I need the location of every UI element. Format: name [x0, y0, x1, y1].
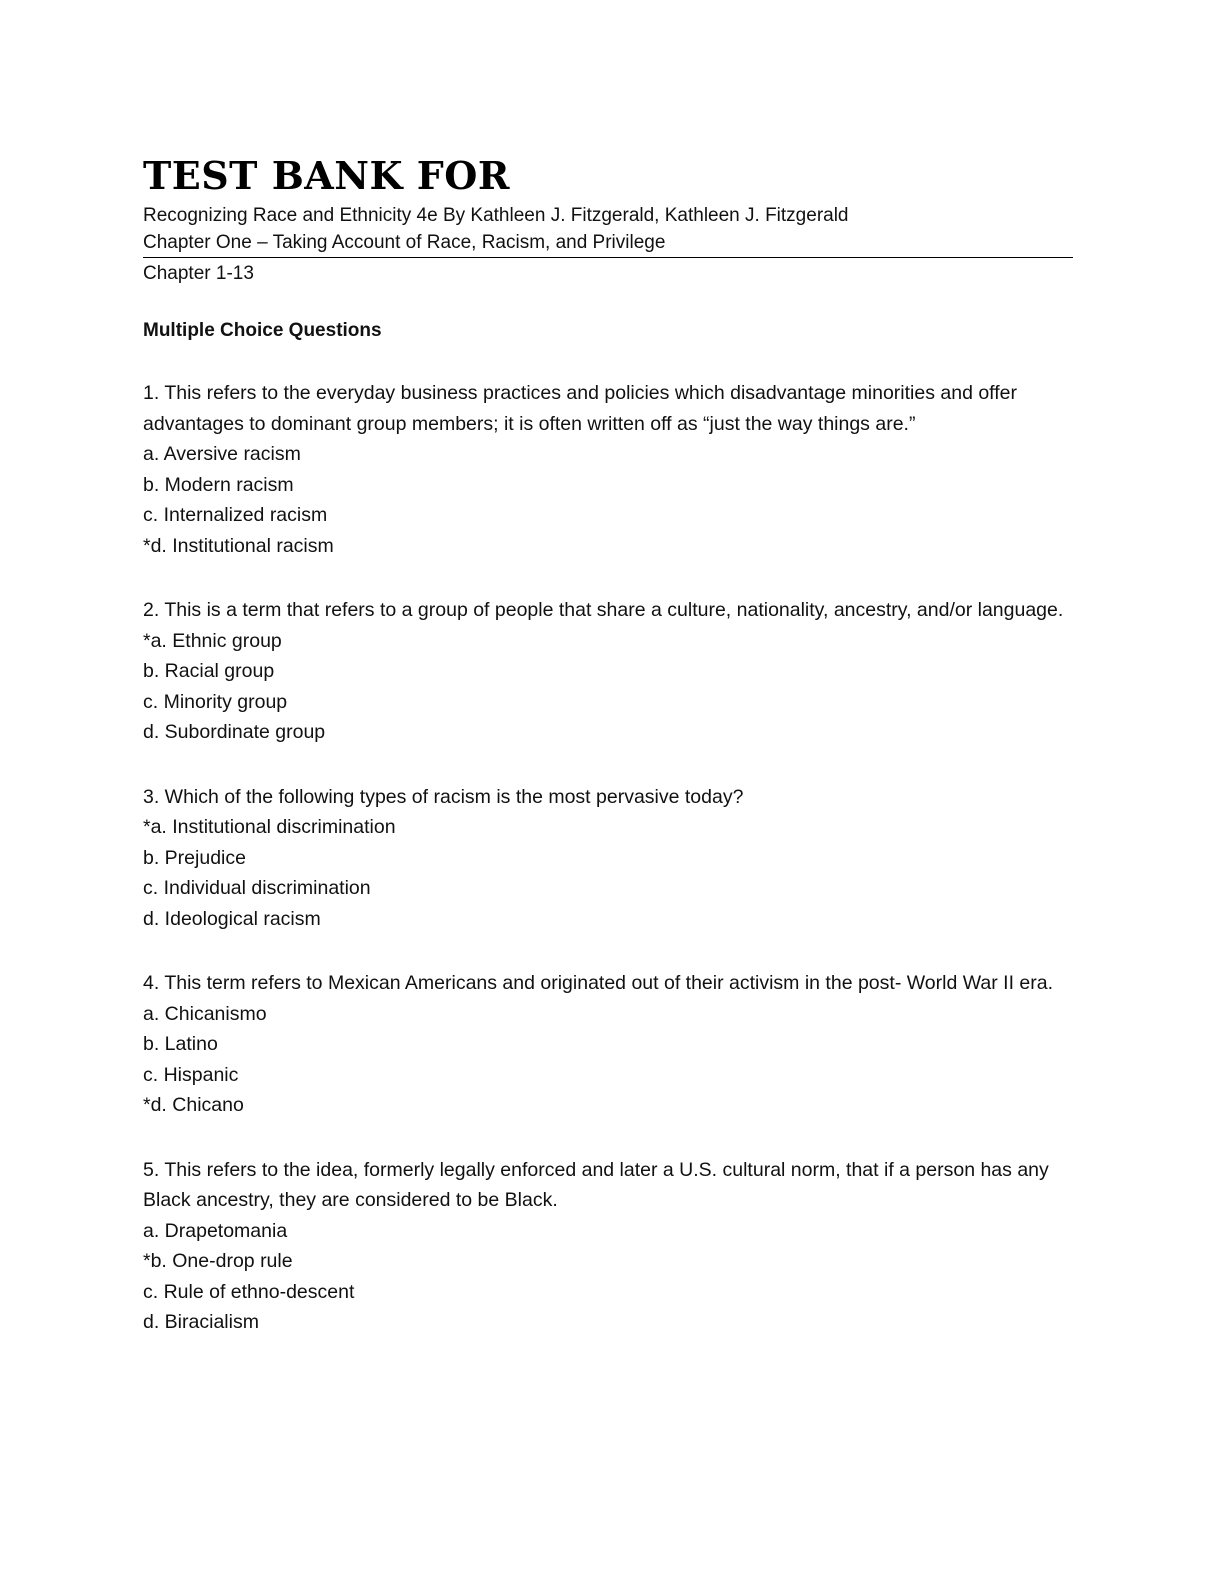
- answer-option: c. Hispanic: [143, 1063, 239, 1086]
- answer-option: c. Rule of ethno-descent: [143, 1280, 355, 1303]
- answer-option-correct: *b. One-drop rule: [143, 1250, 293, 1272]
- answer-option: a. Drapetomania: [143, 1219, 288, 1242]
- answer-option: d. Ideological racism: [143, 907, 321, 930]
- question-stem: 2. This is a term that refers to a group of people that share a culture, nationality, ancestry, and/or language.: [143, 599, 1064, 621]
- answer-options: [143, 1216, 1073, 1338]
- answer-option: d. Subordinate group: [143, 721, 326, 743]
- answer-option: d. Biracialism: [143, 1311, 259, 1333]
- answer-option: a. Aversive racism: [143, 443, 301, 465]
- answer-options: [143, 999, 1073, 1121]
- answer-options: [143, 812, 1073, 934]
- question-1: [143, 378, 1073, 561]
- question-2: [143, 595, 1073, 748]
- chapter-range: Chapter 1-13: [143, 263, 254, 284]
- book-title-line: Recognizing Race and Ethnicity 4e By Kathleen J. Fitzgerald, Kathleen J. Fitzgerald: [143, 205, 849, 226]
- section-heading: Multiple Choice Questions: [143, 320, 382, 341]
- answer-option-correct: *d. Chicano: [143, 1094, 244, 1116]
- question-3: [143, 782, 1073, 935]
- question-stem: 5. This refers to the idea, formerly legally enforced and later a U.S. cultural norm, that if a person has any Black ancestry, they are considered to be Black.: [143, 1158, 1049, 1211]
- question-stem: 4. This term refers to Mexican Americans and originated out of their activism in the post- World War II era.: [143, 972, 1054, 994]
- answer-option-correct: *a. Institutional discrimination: [143, 816, 396, 838]
- question-stem: 1. This refers to the everyday business practices and policies which disadvantage minorities and offer advantages to dominant group members; it is often written off as “just the way things are.”: [143, 382, 1017, 435]
- answer-option: b. Modern racism: [143, 473, 294, 496]
- answer-options: [143, 626, 1073, 748]
- chapter-title-line: Chapter One – Taking Account of Race, Racism, and Privilege: [143, 232, 666, 253]
- answer-option: a. Chicanismo: [143, 1002, 267, 1025]
- question-4: [143, 968, 1073, 1121]
- question-5: [143, 1155, 1073, 1338]
- answer-option: b. Prejudice: [143, 846, 246, 869]
- answer-options: [143, 439, 1073, 561]
- header-divider: [143, 257, 1073, 258]
- answer-option-correct: *d. Institutional racism: [143, 534, 334, 557]
- answer-option: b. Latino: [143, 1033, 218, 1055]
- answer-option: b. Racial group: [143, 660, 275, 682]
- answer-option: c. Internalized racism: [143, 504, 328, 526]
- document-title: TEST BANK FOR: [143, 153, 510, 198]
- answer-option: c. Minority group: [143, 690, 288, 713]
- answer-option: c. Individual discrimination: [143, 877, 371, 899]
- question-stem: 3. Which of the following types of racism is the most pervasive today?: [143, 785, 744, 808]
- document-page: [143, 150, 1073, 1338]
- answer-option-correct: *a. Ethnic group: [143, 629, 282, 652]
